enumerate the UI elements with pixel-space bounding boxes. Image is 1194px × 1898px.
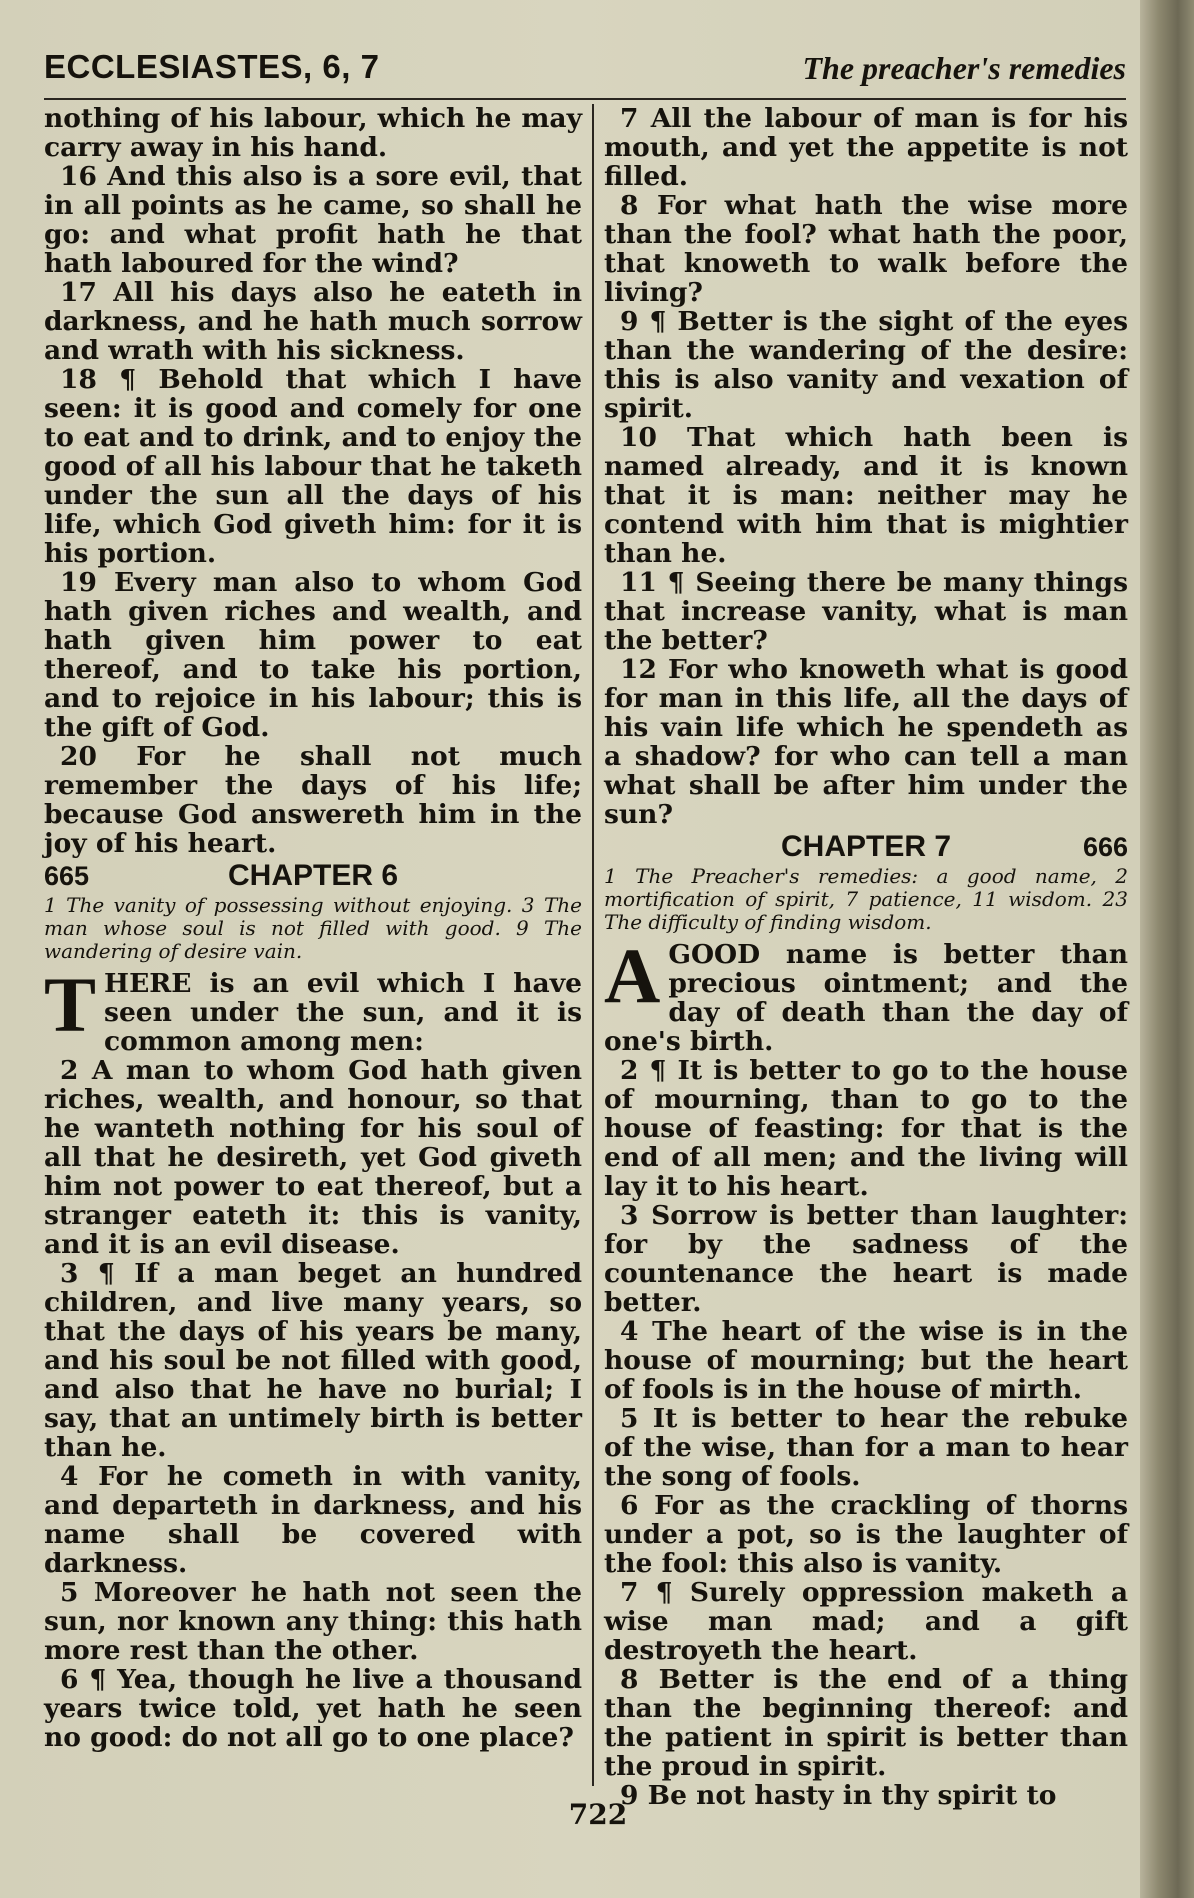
verse-continuation: nothing of his labour, which he may carry away in his hand. [44,103,582,163]
verse-4: 4 For he cometh in with vanity, and departeth in darkness, and his name shall be covered with darkness. [44,1461,582,1579]
chapter-reference-number: 666 [1082,832,1128,862]
verse-10: 10 That which hath been is named already, and it is known that it is man: neither may he contend with him that is mightier than he. [604,422,1128,569]
drop-cap: T [44,961,97,1048]
verse-12: 12 For who knoweth what is good for man in this life, all the days of his vain life which he spendeth as a shadow? for who can tell a man what shall be after him under the sun? [604,654,1128,830]
verse-20: 20 For he shall not much remember the days of his life; because God answereth him in the joy of his heart. [44,741,582,859]
book-gutter-edge [1140,0,1194,1898]
verse-3: 3 Sorrow is better than laughter: for by the sadness of the countenance the heart is made better. [604,1200,1128,1318]
verse-3: 3 ¶ If a man beget an hundred children, and live many years, so that the days of his years be many, and his soul be not filled with good, and also that he have no burial; I say, that an untimely birth is better than he. [44,1258,582,1463]
drop-cap: A [604,932,661,1019]
chapter-summary: 1 The Preacher's remedies: a good name, 2 mortification of spirit, 7 patience, 11 wisdom. 23 The difficulty of finding wisdom. [604,864,1128,934]
verse-18: 18 ¶ Behold that which I have seen: it is good and comely for one to eat and to drink, and to enjoy the good of all his labour that he taketh under the sun all the days of his life, which God giveth him: for it is his portion. [44,364,582,569]
header-book-reference: ECCLESIASTES, 6, 7 [44,48,380,85]
chapter-title: CHAPTER 7 [780,830,952,863]
chapter-title: CHAPTER 6 [227,859,399,892]
page-number: 722 [568,1798,628,1831]
verse-2: 2 A man to whom God hath given riches, wealth, and honour, so that he wanteth nothing for his soul of all that he desireth, yet God giveth him not power to eat thereof, but a stranger eateth it: this is vanity, and it is an evil disease. [44,1055,582,1260]
verse-11: 11 ¶ Seeing there be many things that increase vanity, what is man the better? [604,567,1128,656]
verse-8: 8 Better is the end of a thing than the beginning thereof: and the patient in spirit is better than the proud in spirit. [604,1664,1128,1782]
verse-8: 8 For what hath the wise more than the fool? what hath the poor, that knoweth to walk before the living? [604,190,1128,308]
running-header [44,44,1126,96]
opening-text: HERE is an evil which I have seen under the sun, and it is common among men: [104,968,582,1057]
chapter-opening [44,961,582,1057]
opening-text: GOOD name is better than precious ointment; and the day of death than the day of one's birth. [604,939,1128,1057]
chapter-heading [604,830,1128,863]
verse-4: 4 The heart of the wise is in the house of mourning; but the heart of fools is in the house of mirth. [604,1316,1128,1405]
verse-19: 19 Every man also to whom God hath given riches and wealth, and hath given him power to eat thereof, and to take his portion, and to rejoice in his labour; this is the gift of God. [44,567,582,743]
verse-5: 5 Moreover he hath not seen the sun, nor known any thing: this hath more rest than the other. [44,1577,582,1666]
header-topic: The preacher's remedies [802,50,1126,86]
verse-7: 7 ¶ Surely oppression maketh a wise man mad; and a gift destroyeth the heart. [604,1577,1128,1666]
verse-9: 9 Be not hasty in thy spirit to [620,1780,1057,1811]
verse-2: 2 ¶ It is better to go to the house of mourning, than to go to the house of feasting: for that is the end of all men; and the living will lay it to his heart. [604,1055,1128,1202]
column-divider [592,104,594,1786]
verse-9: 9 ¶ Better is the sight of the eyes than the wandering of the desire: this is also vanity and vexation of spirit. [604,306,1128,424]
verse-17: 17 All his days also he eateth in darkness, and he hath much sorrow and wrath with his sickness. [44,277,582,366]
chapter-reference-number: 665 [44,861,90,891]
header-rule [44,98,1126,100]
verse-6: 6 ¶ Yea, though he live a thousand years twice told, yet hath he seen no good: do not all go to one place? [44,1664,582,1753]
right-column [604,103,1128,1811]
verse-16: 16 And this also is a sore evil, that in all points as he came, so shall he go: and what profit hath he that hath laboured for the wind? [44,161,582,279]
chapter-heading [44,859,582,892]
left-column [44,104,582,1794]
verse-7: 7 All the labour of man is for his mouth, and yet the appetite is not filled. [604,103,1128,192]
chapter-opening [604,932,1128,1057]
chapter-summary: 1 The vanity of possessing without enjoying. 3 The man whose soul is not filled with good. 9 The wandering of desire vain. [44,893,582,963]
verse-5: 5 It is better to hear the rebuke of the wise, than for a man to hear the song of fools. [604,1403,1128,1492]
verse-6: 6 For as the crackling of thorns under a pot, so is the laughter of the fool: this also is vanity. [604,1490,1128,1579]
